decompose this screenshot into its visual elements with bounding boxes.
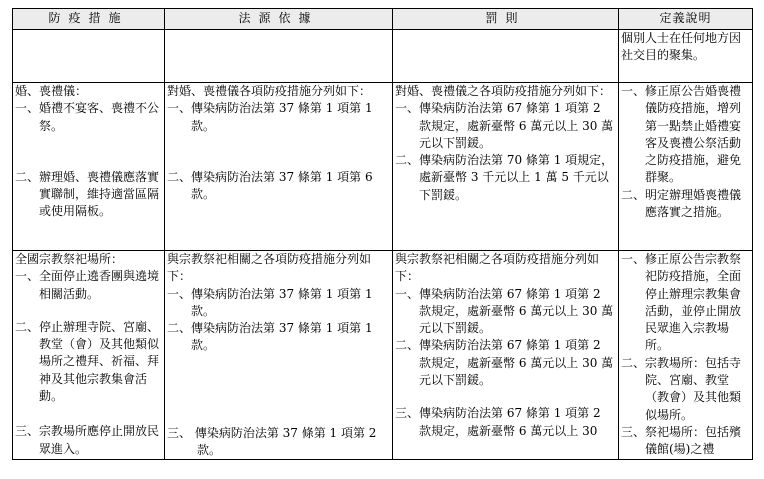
law-item: 三、 傳染病防治法第 37 條第 1 項第 2 款。 [167, 425, 381, 458]
penalty-title: 與宗教祭祀相關之各項防疫措施分列如下： [395, 252, 600, 284]
definition-item: 二、宗教場所：包括寺院、宮廟、教堂（教會）及其他類似場所。 [621, 355, 742, 422]
definition-cell [619, 30, 753, 83]
definition-cell [619, 251, 753, 460]
table-row [13, 30, 753, 83]
header-definition: 定義說明 [619, 9, 753, 30]
header-row [13, 9, 753, 30]
law-cell [165, 30, 393, 83]
definition-item: 一、修正原公告婚喪禮儀防疫措施，增列第一點禁止婚禮宴客及喪禮公祭活動之防疫措施，避免群聚。 [621, 84, 742, 185]
penalty-title: 對婚、喪禮儀之各項防疫措施分列如下： [395, 84, 612, 98]
measure-item: 一、婚禮不宴客、喪禮不公祭。 [15, 101, 160, 133]
header-legal-basis: 法源依據 [165, 9, 393, 30]
measures-cell [13, 83, 165, 251]
law-item: 一、傳染病防治法第 37 條第 1 項第 1 款。 [167, 101, 377, 133]
header-penalty: 罰則 [393, 9, 619, 30]
table-row [13, 251, 753, 460]
penalty-cell [393, 30, 619, 83]
measure-item: 二、停止辦理寺院、宮廟、教堂（會）及其他類似場所之禮拜、祈福、拜神及其他宗教集會活動。 [15, 319, 160, 404]
penalty-cell [393, 83, 619, 251]
measures-title: 全國宗教祭祀場所： [15, 252, 124, 266]
law-item: 一、傳染病防治法第 37 條第 1 項第 1 款。 [167, 286, 377, 318]
table-row [13, 83, 753, 251]
penalty-item: 一、傳染病防治法第 67 條第 1 項第 2 款規定，處新臺幣 6 萬元以上 30 萬元以下罰鍰。 [395, 101, 614, 150]
law-title: 與宗教祭祀相關之各項防疫措施分列如下： [167, 252, 372, 284]
law-title: 對婚、喪禮儀各項防疫措施分列如下： [167, 84, 372, 98]
measures-title: 婚、喪禮儀： [15, 84, 88, 98]
measures-cell [13, 251, 165, 460]
penalty-cell [393, 251, 619, 460]
law-cell [165, 251, 393, 460]
measures-cell [13, 30, 165, 83]
definition-text: 個別人士在任何地方因社交目的聚集。 [621, 31, 742, 63]
law-item: 二、傳染病防治法第 37 條第 1 項第 6 款。 [167, 169, 377, 202]
regulation-table [12, 8, 753, 460]
penalty-item: 一、傳染病防治法第 67 條第 1 項第 2 款規定，處新臺幣 6 萬元以上 30 萬元以下罰鍰。 [395, 286, 614, 336]
definition-cell [619, 83, 753, 251]
header-measures: 防疫措施 [13, 9, 165, 30]
definition-item: 二、明定辦理婚喪禮儀應落實之措施。 [621, 187, 742, 220]
measure-item: 一、全面停止遶香團與遶境相關活動。 [15, 269, 160, 301]
definition-item: 三、祭祀場所：包括殯儀館(場)之禮 [621, 424, 742, 457]
definition-item: 一、修正原公告宗教祭祀防疫措施，全面停止辦理宗教集會活動，並停止開放民眾進入宗教場所。 [621, 252, 742, 353]
measure-item: 二、辦理婚、喪禮儀應落實實聯制，維持適當區隔或使用隔板。 [15, 169, 160, 219]
law-item: 二、傳染病防治法第 37 條第 1 項第 1 款。 [167, 321, 377, 353]
law-cell [165, 83, 393, 251]
penalty-item: 二、傳染病防治法第 70 條第 1 項規定，處新臺幣 3 千元以上 1 萬 5 千元以下罰鍰。 [395, 153, 614, 202]
penalty-item: 二、傳染病防治法第 67 條第 1 項第 2 款規定，處新臺幣 6 萬元以上 30 萬元以下罰鍰。 [395, 338, 614, 388]
penalty-item: 三、傳染病防治法第 67 條第 1 項第 2 款規定，處新臺幣 6 萬元以上 30 [395, 406, 605, 438]
measure-item: 三、宗教場所應停止開放民眾進入。 [15, 424, 160, 456]
